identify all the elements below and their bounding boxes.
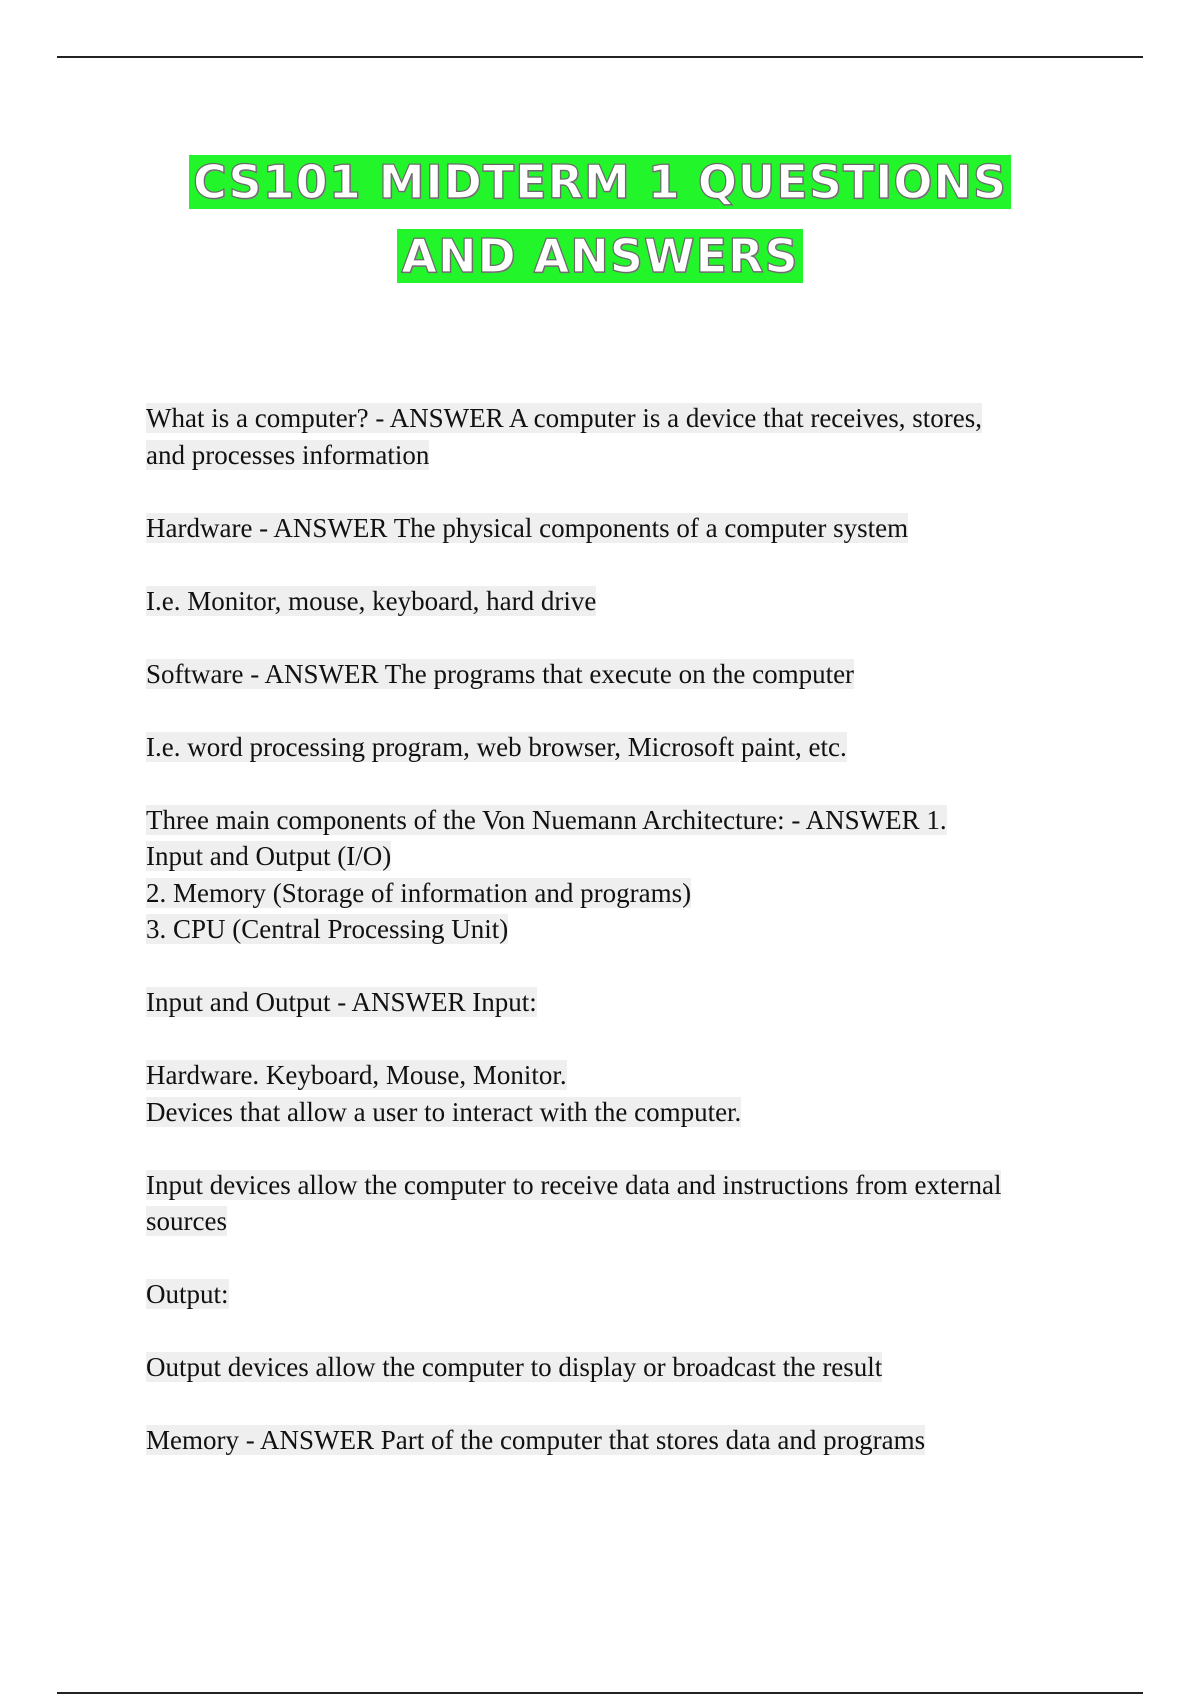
text-line-content: What is a computer? - ANSWER A computer is a device that receives, stores,	[146, 403, 982, 433]
text-line-content: Input and Output (I/O)	[146, 841, 392, 871]
text-line-content: I.e. Monitor, mouse, keyboard, hard drive	[146, 585, 597, 616]
paragraph-input-hardware	[146, 1057, 1046, 1130]
text-line	[146, 1167, 1046, 1204]
text-line	[146, 510, 1046, 547]
text-line	[146, 1422, 1046, 1459]
text-line-content: Output:	[146, 1279, 229, 1309]
qa-paragraph-input-output	[146, 984, 1046, 1021]
title-highlight-2: AND ANSWERS	[397, 229, 802, 283]
text-line	[146, 583, 1046, 620]
text-line-content: Input devices allow the computer to receive data and instructions from external	[146, 1169, 1002, 1200]
text-line	[146, 1094, 1046, 1131]
title-highlight-1: CS101 MIDTERM 1 QUESTIONS	[189, 155, 1011, 209]
paragraph-hardware-examples	[146, 583, 1046, 620]
qa-paragraph-hardware	[146, 510, 1046, 547]
text-line-content: I.e. word processing program, web browser, Microsoft paint, etc.	[146, 731, 847, 762]
text-line-content: Hardware - ANSWER The physical components of a computer system	[146, 512, 909, 543]
title-line-1	[0, 145, 1200, 219]
title-line-2	[0, 219, 1200, 293]
document-body	[146, 400, 1046, 1495]
text-line	[146, 802, 1046, 839]
paragraph-software-examples	[146, 729, 1046, 766]
text-line	[146, 875, 1046, 912]
text-line	[146, 1276, 1046, 1313]
document-title	[0, 145, 1200, 293]
top-rule	[57, 56, 1143, 58]
text-line	[146, 656, 1046, 693]
text-line	[146, 911, 1046, 948]
text-line	[146, 984, 1046, 1021]
qa-paragraph-software	[146, 656, 1046, 693]
text-line	[146, 437, 1046, 474]
text-line	[146, 729, 1046, 766]
text-line-content: and processes information	[146, 439, 430, 470]
text-line	[146, 1057, 1046, 1094]
text-line	[146, 1349, 1046, 1386]
text-line-content: 2. Memory (Storage of information and programs)	[146, 877, 692, 908]
text-line-content: Software - ANSWER The programs that execute on the computer	[146, 658, 855, 689]
text-line-content: Input and Output - ANSWER Input:	[146, 987, 537, 1017]
bottom-rule	[57, 1692, 1143, 1694]
text-line-content: Devices that allow a user to interact with the computer.	[146, 1096, 742, 1127]
text-line-content: Output devices allow the computer to display or broadcast the result	[146, 1352, 883, 1382]
text-line	[146, 838, 1046, 875]
text-line-content: Memory - ANSWER Part of the computer that stores data and programs	[146, 1425, 926, 1455]
paragraph-input-devices	[146, 1167, 1046, 1240]
text-line-content: Hardware. Keyboard, Mouse, Monitor.	[146, 1060, 567, 1090]
text-line	[146, 1203, 1046, 1240]
paragraph-output-devices	[146, 1349, 1046, 1386]
qa-paragraph-computer	[146, 400, 1046, 473]
qa-paragraph-von-neumann	[146, 802, 1046, 948]
paragraph-output-heading	[146, 1276, 1046, 1313]
qa-paragraph-memory	[146, 1422, 1046, 1459]
text-line-content: sources	[146, 1206, 227, 1236]
text-line-content: Three main components of the Von Nuemann Architecture: - ANSWER 1.	[146, 804, 947, 835]
text-line	[146, 400, 1046, 437]
text-line-content: 3. CPU (Central Processing Unit)	[146, 914, 509, 944]
